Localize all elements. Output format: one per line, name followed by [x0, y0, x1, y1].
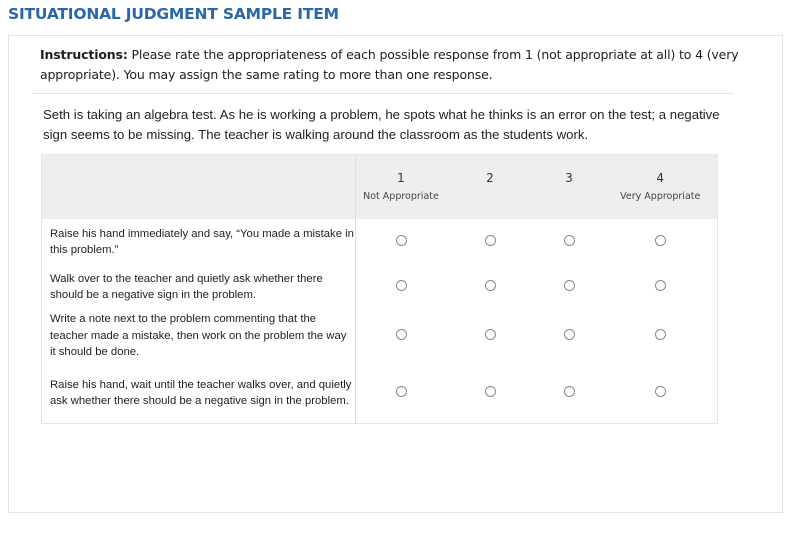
radio-response-4-rating-2[interactable]: [485, 386, 496, 397]
radio-response-1-rating-2[interactable]: [485, 235, 496, 246]
radio-response-3-rating-4[interactable]: [655, 329, 666, 340]
rating-value: 3: [565, 171, 573, 185]
response-row: [42, 309, 717, 363]
scenario-text: Seth is taking an algebra test. As he is working a problem, he spots what he thinks is an error on the test; a negative sign seems to be missing. The teacher is walking around the classroom as the students work.: [43, 107, 720, 142]
radio-response-4-rating-4[interactable]: [655, 386, 666, 397]
header-rating-2: [446, 155, 534, 219]
response-text: Walk over to the teacher and quietly ask whether there should be a negative sign in the problem.: [42, 265, 356, 309]
instructions-label: Instructions:: [40, 47, 128, 62]
rating-label: Very Appropriate: [620, 191, 701, 202]
response-row: [42, 363, 717, 423]
radio-response-2-rating-4[interactable]: [655, 280, 666, 291]
radio-response-3-rating-2[interactable]: [485, 329, 496, 340]
radio-response-2-rating-2[interactable]: [485, 280, 496, 291]
radio-response-4-rating-3[interactable]: [564, 386, 575, 397]
divider: [32, 93, 734, 94]
response-row: [42, 219, 717, 265]
header-rating-3: [534, 155, 604, 219]
radio-response-2-rating-1[interactable]: [396, 280, 407, 291]
radio-response-1-rating-1[interactable]: [396, 235, 407, 246]
page-title: SITUATIONAL JUDGMENT SAMPLE ITEM: [8, 5, 339, 23]
header-rating-4: [604, 155, 717, 219]
instructions: [40, 45, 740, 85]
instructions-text: Please rate the appropriateness of each possible response from 1 (not appropriate at all) to 4 (very appropriate). You may assign the same rating to more than one response.: [40, 47, 739, 82]
radio-response-3-rating-3[interactable]: [564, 329, 575, 340]
radio-response-2-rating-3[interactable]: [564, 280, 575, 291]
rating-header-row: [42, 155, 717, 219]
radio-response-4-rating-1[interactable]: [396, 386, 407, 397]
rating-value: 4: [656, 171, 665, 185]
response-text: Write a note next to the problem commenting that the teacher made a mistake, then work on the problem the way it should be done.: [42, 309, 356, 363]
rating-label: Not Appropriate: [363, 191, 439, 202]
response-text: Raise his hand immediately and say, “You made a mistake in this problem.”: [42, 219, 356, 265]
response-row: [42, 265, 717, 309]
radio-response-1-rating-3[interactable]: [564, 235, 575, 246]
header-rating-1: [356, 155, 447, 219]
radio-response-3-rating-1[interactable]: [396, 329, 407, 340]
header-blank-cell: [42, 155, 356, 219]
rating-value: 1: [397, 171, 405, 185]
rating-value: 2: [486, 171, 494, 185]
rating-grid: [41, 154, 718, 424]
response-text: Raise his hand, wait until the teacher walks over, and quietly ask whether there should be a negative sign in the problem.: [42, 363, 356, 423]
radio-response-1-rating-4[interactable]: [655, 235, 666, 246]
